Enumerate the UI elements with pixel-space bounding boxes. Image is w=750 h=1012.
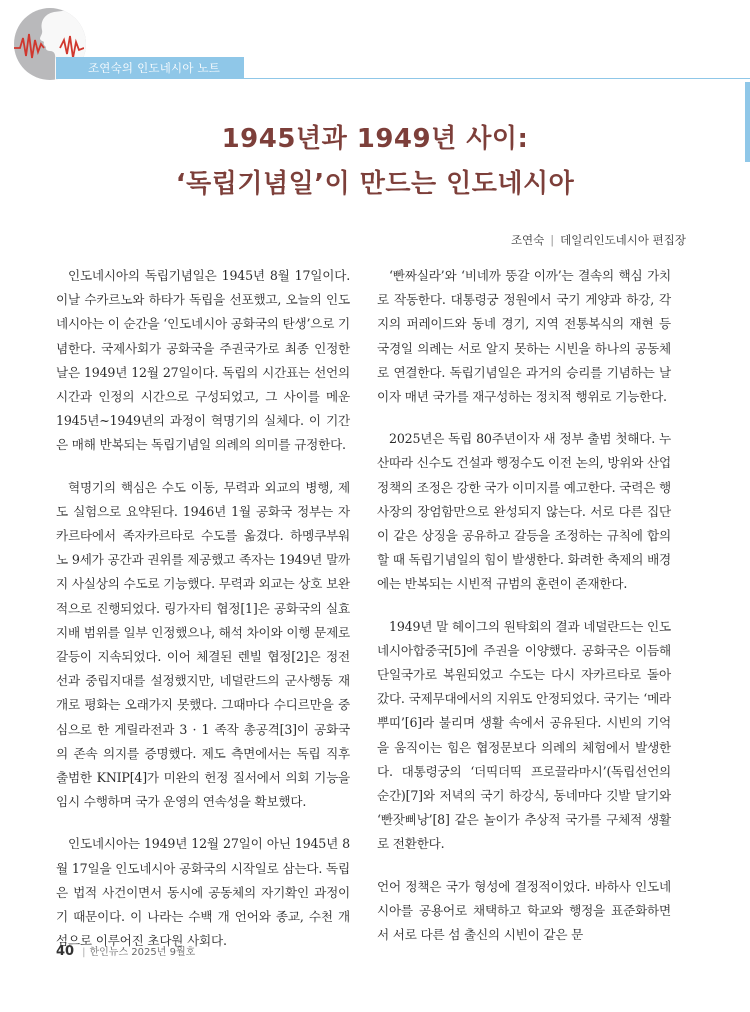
paragraph: 2025년은 독립 80주년이자 새 정부 출범 첫해다. 누산따라 신수도 건설과 행정수도 이전 논의, 방위와 산업 정책의 조정은 강한 국가 이미지를 예고한다. 국력은 행사장의 장엄함만으로 완성되지 않는다. 서로 다른 집단이 같은 상징을 공유하고 갈등을 조정하는 규칙에 합의할 때 독립기념일의 힘이 발생한다. 화려한 축제의 배경에는 반복되는 시빈적 규범의 훈련이 존재한다. [377,431,671,592]
article-title-line-1: 1945년과 1949년 사이: [221,124,529,154]
page-number: 40 [56,944,75,959]
left-column [56,264,350,971]
paragraph: 인도네시아의 독립기념일은 1945년 8월 17일이다. 이날 수카르노와 하타가 독립을 선포했고, 오늘의 인도네시아는 이 순간을 ‘인도네시아 공화국의 탄생’으로 기념한다. 국제사회가 공화국을 주권국가로 최종 인정한 날은 1949년 12월 27일이다. 독립의 시간표는 선언의 시간과 인정의 시간으로 구성되었고, 그 사이를 메운 1945년~1949년의 과정이 혁명기의 실체다. 이 기간은 매해 반복되는 독립기념일 의례의 의미를 규정한다. [56,268,350,453]
byline: 조연숙 | 데일리인도네시아 편집장 [510,233,686,247]
right-column [377,264,671,965]
author-affiliation: 데일리인도네시아 편집장 [560,233,686,247]
page-footer: 40 | 한인뉴스 2025년 9월호 [56,944,196,959]
article-title-line-2: ‘독립기념일’이 만드는 인도네시아 [175,169,575,199]
paragraph: 언어 정책은 국가 형성에 결정적이었다. 바하사 인도네시아를 공용어로 채택하고 학교와 행정을 표준화하면서 서로 다른 섬 출신의 시빈이 같은 문 [377,878,671,943]
header-rule [56,78,750,79]
paragraph: 1949년 말 헤이그의 원탁회의 결과 네덜란드는 인도네시아합중국[5]에 주권을 이양했다. 공화국은 이듬해 단일국가로 복원되었고 수도는 다시 자카르타로 돌아갔다. 국제무대에서의 지위도 안정되었다. 국기는 ‘메라 뿌띠’[6]라 불리며 생활 속에서 공유된다. 시빈의 기억을 움직이는 힘은 협정문보다 의례의 체험에서 발생한다. 대통령궁의 ‘더띡더띡 프로끌라마시’(독립선언의 순간)[7]와 저녁의 국기 하강식, 동네마다 깃발 달기와 ‘빤잣삐낭’[8] 같은 놀이가 추상적 국가를 구체적 생활로 전환한다. [377,618,671,852]
paragraph: 혁명기의 핵심은 수도 이동, 무력과 외교의 병행, 제도 실험으로 요약된다. 1946년 1월 공화국 정부는 자카르타에서 족자카르타로 수도를 옮겼다. 하멩쿠부워노 9세가 공간과 권위를 제공했고 족자는 1949년 말까지 사실상의 수도로 기능했다. 무력과 외교는 상호 보완적으로 진행되었다. 링가자티 협정[1]은 공화국의 실효 지배 범위를 일부 인정했으나, 해석 차이와 이행 문제로 갈등이 지속되었다. 이어 체결된 렌빌 협정[2]은 정전선과 중립지대를 설정했지만, 네덜란드의 군사행동 재개로 평화는 오래가지 못했다. 그때마다 수디르만을 중심으로 한 게릴라전과 3 · 1 족작 총공격[3]이 공화국의 존속 의지를 증명했다. 제도 측면에서는 독립 직후 출범한 KNIP[4]가 미완의 헌정 질서에서 의회 기능을 임시 수행하며 국가 운영의 연속성을 확보했다. [56,479,350,810]
sound-wave-icon [14,30,84,60]
author-name: 조연숙 [510,233,545,247]
paragraph: 인도네시아는 1949년 12월 27일이 아닌 1945년 8월 17일을 인도네시아 공화국의 시작일로 삼는다. 독립은 법적 사건이면서 동시에 공동체의 자기확인 과정이기 때문이다. 이 나라는 수백 개 언어와 종교, 수천 개 섬으로 이루어진 초다원 사회다. [56,836,350,949]
paragraph: ‘빤짜실라’와 ‘비네까 뚱갈 이까’는 결속의 핵심 가치로 작동한다. 대통령궁 정원에서 국기 게양과 하강, 각지의 퍼레이드와 동네 경기, 지역 전통복식의 재현 등 국경일 의례는 서로 알지 못하는 시빈을 하나의 공동체로 연결한다. 독립기념일은 과거의 승리를 기념하는 날이자 매년 국가를 재구성하는 정치적 행위로 기능한다. [377,268,671,405]
section-title: 조연숙의 인도네시아 노트 [88,61,221,75]
publication-name: 한인뉴스 2025년 9월호 [89,947,196,958]
